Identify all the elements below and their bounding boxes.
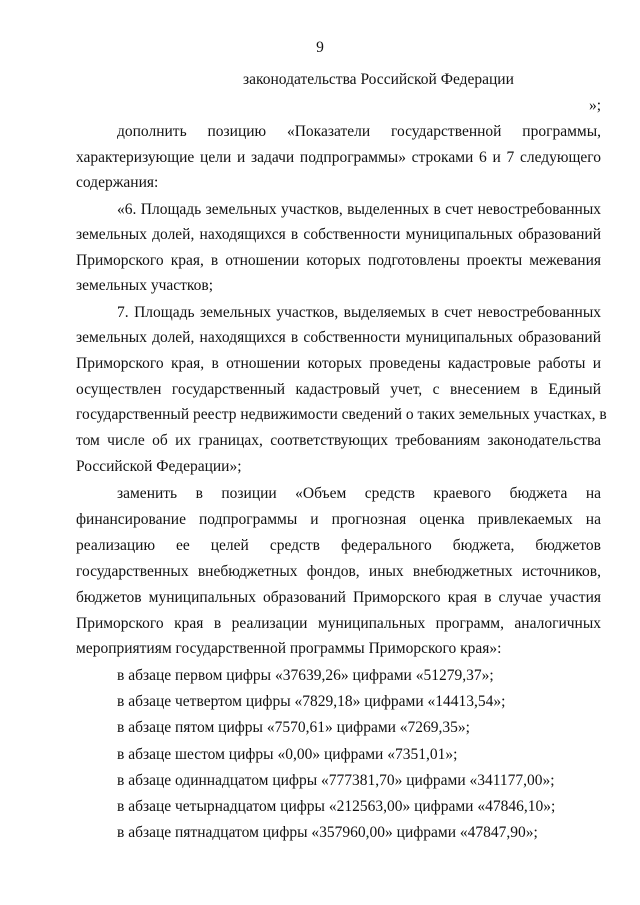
text-line: характеризующие цели и задачи подпрограммы» строками 6 и 7 следующего: [76, 149, 601, 166]
text-line: финансирование подпрограммы и прогнозная оценка привлекаемых на: [76, 511, 601, 528]
text-line: заменить в позиции «Объем средств краевого бюджета на: [117, 485, 601, 502]
text-line: 7. Площадь земельных участков, выделяемых в счет невостребованных: [117, 304, 601, 321]
text-line: в абзаце пятом цифры «7570,61» цифрами «7269,35»;: [117, 719, 470, 736]
text-line: в абзаце шестом цифры «0,00» цифрами «7351,01»;: [117, 746, 458, 763]
text-line: законодательства Российской Федерации: [243, 71, 514, 88]
text-line: Приморского края в реализации муниципальных программ, аналогичных: [76, 615, 601, 632]
text-line: в абзаце одиннадцатом цифры «777381,70» цифрами «341177,00»;: [117, 772, 555, 789]
page-number: 9: [316, 39, 324, 56]
text-line: земельных долей, находящихся в собственности муниципальных образований: [76, 329, 601, 346]
text-line: »;: [588, 97, 601, 114]
text-line: государственный реестр недвижимости сведений о таких земельных участках, в: [76, 406, 607, 423]
text-line: земельных долей, находящихся в собственности муниципальных образований: [76, 226, 601, 243]
text-line: в абзаце пятнадцатом цифры «357960,00» цифрами «47847,90»;: [117, 824, 538, 841]
text-line: «6. Площадь земельных участков, выделенных в счет невостребованных: [117, 201, 601, 218]
text-line: мероприятиям государственной программы Приморского края»:: [76, 640, 502, 657]
text-line: государственных внебюджетных фондов, иных внебюджетных источников,: [76, 563, 601, 580]
text-line: содержания:: [76, 174, 159, 191]
text-line: в абзаце четырнадцатом цифры «212563,00» цифрами «47846,10»;: [117, 798, 556, 815]
text-line: осуществлен государственный кадастровый учет, с внесением в Единый: [76, 381, 601, 398]
text-line: Приморского края, в отношении которых подготовлены проекты межевания: [76, 252, 601, 269]
text-line: бюджетов муниципальных образований Приморского края в случае участия: [76, 589, 601, 606]
text-line: реализацию ее целей средств федерального бюджета, бюджетов: [76, 537, 601, 554]
text-line: Приморского края, в отношении которых проведены кадастровые работы и: [76, 355, 601, 372]
text-line: земельных участков;: [76, 277, 214, 294]
text-line: в абзаце четвертом цифры «7829,18» цифрами «14413,54»;: [117, 693, 506, 710]
text-line: том числе об их границах, соответствующих требованиям законодательства: [76, 432, 601, 449]
text-line: Российской Федерации»;: [76, 458, 242, 475]
text-line: в абзаце первом цифры «37639,26» цифрами «51279,37»;: [117, 667, 494, 684]
text-line: дополнить позицию «Показатели государственной программы,: [117, 123, 601, 140]
